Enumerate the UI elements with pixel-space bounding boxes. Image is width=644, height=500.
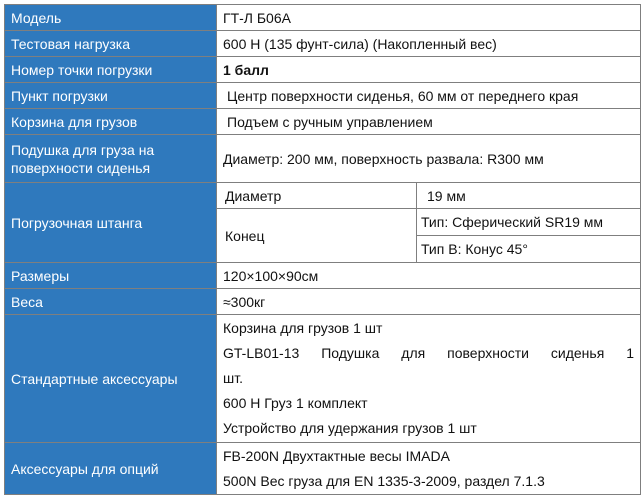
row-test-load (5, 31, 641, 57)
seat-pad-label-line1: Подушка для груза на (11, 141, 155, 158)
standard-accessory-item-continued: шт. (223, 370, 243, 386)
loading-rod-diameter-value: 19 мм (417, 183, 641, 209)
seat-pad-value: Диаметр: 200 мм, поверхность развала: R300 мм (217, 135, 641, 183)
weight-label: Веса (5, 289, 217, 315)
standard-accessory-item: Корзина для грузов 1 шт (223, 320, 383, 336)
seat-pad-label-line2: поверхности сиденья (11, 159, 151, 176)
row-dimensions (5, 263, 641, 289)
weight-value: ≈300кг (217, 289, 641, 315)
load-point-number-label: Номер точки погрузки (5, 57, 217, 83)
optional-accessory-item: FB-200N Двухтактные весы IMADA (223, 447, 450, 464)
test-load-value: 600 Н (135 фунт-сила) (Накопленный вес) (217, 31, 641, 57)
optional-accessories-list (217, 443, 641, 495)
standard-accessory-item: GT-LB01-13 Подушка для поверхности сиденья 1 (223, 345, 635, 361)
loading-rod-diameter-label: Диаметр (217, 183, 417, 209)
row-weight-basket (5, 109, 641, 135)
standard-accessory-item: Устройство для удержания грузов 1 шт (223, 420, 477, 436)
model-label: Модель (5, 5, 217, 31)
load-point-value: Центр поверхности сиденья, 60 мм от переднего края (217, 83, 641, 109)
dimensions-label: Размеры (5, 263, 217, 289)
load-point-number-value: 1 балл (217, 57, 641, 83)
weight-basket-value: Подъем с ручным управлением (217, 109, 641, 135)
row-optional-accessories (5, 443, 641, 495)
loading-rod-end-type-b: Тип В: Конус 45° (417, 236, 641, 263)
loading-rod-end-type-a: Тип: Сферический SR19 мм (417, 209, 641, 236)
row-standard-accessories (5, 315, 641, 443)
row-load-point (5, 83, 641, 109)
optional-accessory-item: 500N Вес груза для EN 1335-3-2009, раздел 7.1.3 (223, 472, 545, 489)
optional-accessories-label: Аксессуары для опций (5, 443, 217, 495)
loading-rod-end-label: Конец (217, 209, 417, 263)
row-weight (5, 289, 641, 315)
row-loading-rod-diameter (5, 183, 641, 209)
row-load-point-number (5, 57, 641, 83)
specification-table (4, 4, 641, 495)
dimensions-value: 120×100×90см (217, 263, 641, 289)
loading-rod-label: Погрузочная штанга (5, 183, 217, 263)
standard-accessories-list (217, 315, 641, 443)
load-point-label: Пункт погрузки (5, 83, 217, 109)
row-seat-pad (5, 135, 641, 183)
test-load-label: Тестовая нагрузка (5, 31, 217, 57)
standard-accessory-item: 600 Н Груз 1 комплект (223, 395, 368, 411)
model-value: ГТ-Л Б06А (217, 5, 641, 31)
weight-basket-label: Корзина для грузов (5, 109, 217, 135)
standard-accessories-label: Стандартные аксессуары (5, 315, 217, 443)
seat-pad-label (5, 135, 217, 183)
row-model (5, 5, 641, 31)
